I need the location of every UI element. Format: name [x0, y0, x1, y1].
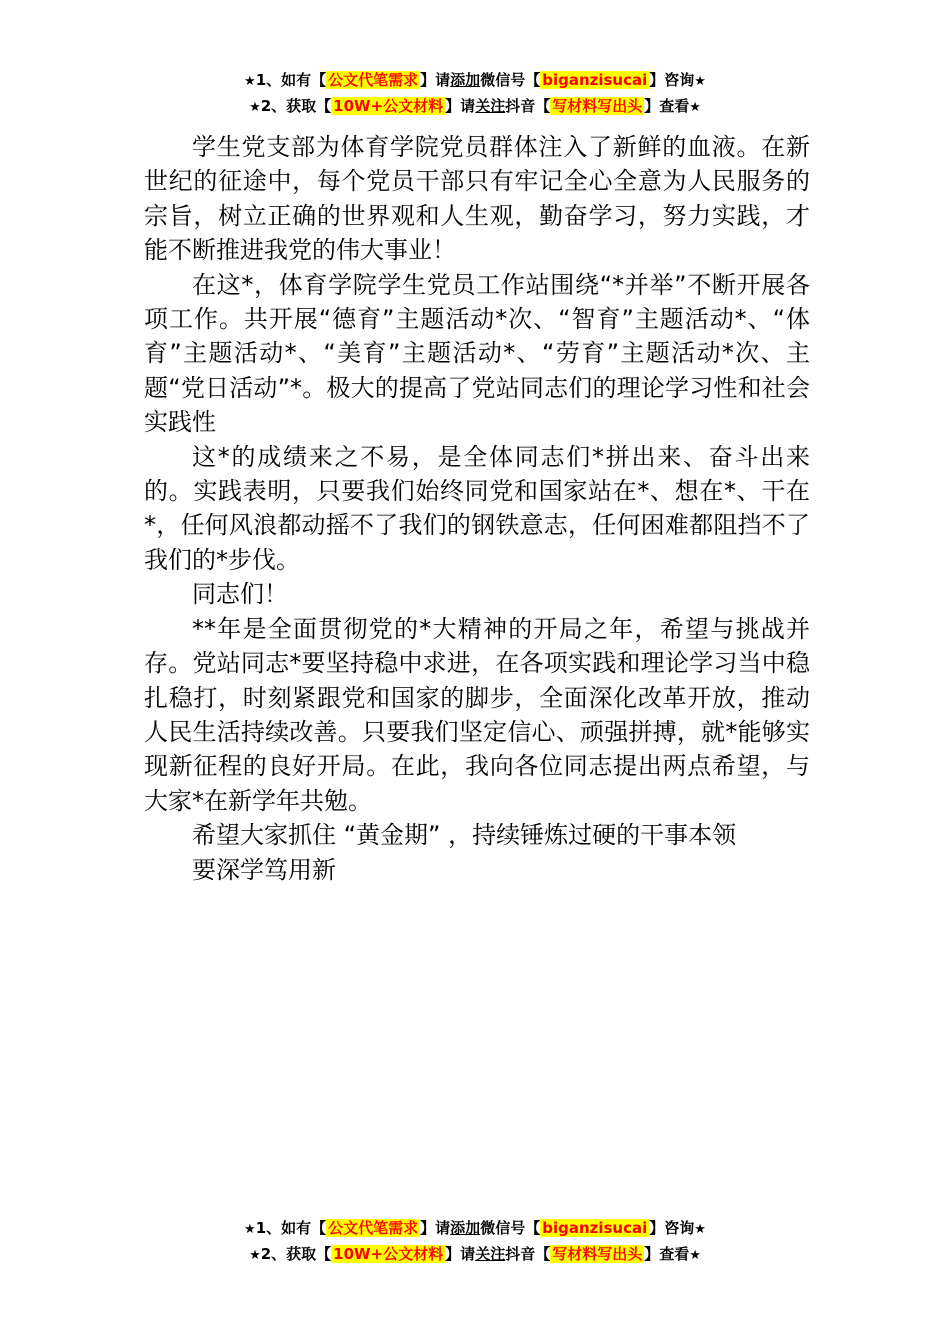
banner-text: 】请 [445, 1245, 476, 1263]
banner-text: 1、如有【 [255, 1219, 327, 1237]
paragraph: 同志们！ [192, 580, 288, 609]
banner-text: 】咨询 [649, 71, 695, 89]
star-icon: ★ [689, 100, 701, 115]
banner-underline: 添加 [450, 1219, 481, 1237]
banner-underline: 关注 [475, 97, 506, 115]
star-icon: ★ [244, 74, 256, 89]
banner-line-1 [0, 1216, 950, 1242]
banner-highlight: 公文代笔需求 [328, 71, 419, 89]
banner-text: 抖音【 [505, 1245, 551, 1263]
wechat-id-highlight: biganzisucai [542, 1219, 648, 1237]
banner-text: 】咨询 [649, 1219, 695, 1237]
star-icon: ★ [244, 1222, 256, 1237]
star-icon: ★ [694, 74, 706, 89]
banner-text: 抖音【 [505, 97, 551, 115]
paragraph: **年是全面贯彻党的*大精神的开局之年，希望与挑战并存。党站同志*要坚持稳中求进，在各项实践和理论学习当中稳扎稳打，时刻紧跟党和国家的脚步，全面深化改革开放，推动人民生活持续改善。只要我们坚定信心、顽强拼搏，就*能够实现新征程的良好开局。在此，我向各位同志提出两点希望，与大家*在新学年共勉。 [144, 614, 810, 815]
banner-text: 2、获取【 [260, 97, 332, 115]
paragraph: 这*的成绩来之不易，是全体同志们*拼出来、奋斗出来的。实践表明，只要我们始终同党和国家站在*、想在*、干在*，任何风浪都动摇不了我们的钢铁意志，任何困难都阻挡不了我们的*步伐。 [144, 442, 810, 574]
paragraph: 在这*，体育学院学生党员工作站围绕“*并举”不断开展各项工作。共开展“德育”主题活动*次、“智育”主题活动*、“体育”主题活动*、“美育”主题活动*、“劳育”主题活动*次、主题“党日活动”*。极大的提高了党站同志们的理论学习性和社会实践性 [144, 270, 810, 437]
banner-text: 】请 [445, 97, 476, 115]
header-banner [0, 68, 950, 120]
wechat-id-highlight: biganzisucai [542, 71, 648, 89]
banner-underline: 关注 [475, 1245, 506, 1263]
star-icon: ★ [694, 1222, 706, 1237]
banner-text: 1、如有【 [255, 71, 327, 89]
banner-highlight: 10W+公文材料 [333, 97, 444, 115]
star-icon: ★ [249, 1248, 261, 1263]
banner-text: 】查看 [644, 97, 690, 115]
douyin-highlight: 写材料写出头 [552, 1245, 643, 1263]
banner-line-2 [0, 1242, 950, 1268]
star-icon: ★ [249, 100, 261, 115]
banner-line-1 [0, 68, 950, 94]
banner-highlight: 10W+公文材料 [333, 1245, 444, 1263]
document-body [144, 130, 810, 887]
douyin-highlight: 写材料写出头 [552, 97, 643, 115]
star-icon: ★ [689, 1248, 701, 1263]
banner-highlight: 公文代笔需求 [328, 1219, 419, 1237]
paragraph: 学生党支部为体育学院党员群体注入了新鲜的血液。在新世纪的征途中，每个党员干部只有牢记全心全意为人民服务的宗旨，树立正确的世界观和人生观，勤奋学习，努力实践，才能不断推进我党的伟大事业！ [144, 133, 810, 265]
footer-banner [0, 1216, 950, 1268]
banner-text: 】查看 [644, 1245, 690, 1263]
banner-text: 微信号【 [480, 71, 541, 89]
banner-underline: 添加 [450, 71, 481, 89]
banner-text: 】请 [420, 71, 451, 89]
banner-text: 】请 [420, 1219, 451, 1237]
banner-text: 微信号【 [480, 1219, 541, 1237]
paragraph: 要深学笃用新 [192, 855, 336, 884]
banner-line-2 [0, 94, 950, 120]
banner-text: 2、获取【 [260, 1245, 332, 1263]
paragraph: 希望大家抓住 “黄金期” ，持续锤炼过硬的干事本领 [192, 821, 737, 850]
